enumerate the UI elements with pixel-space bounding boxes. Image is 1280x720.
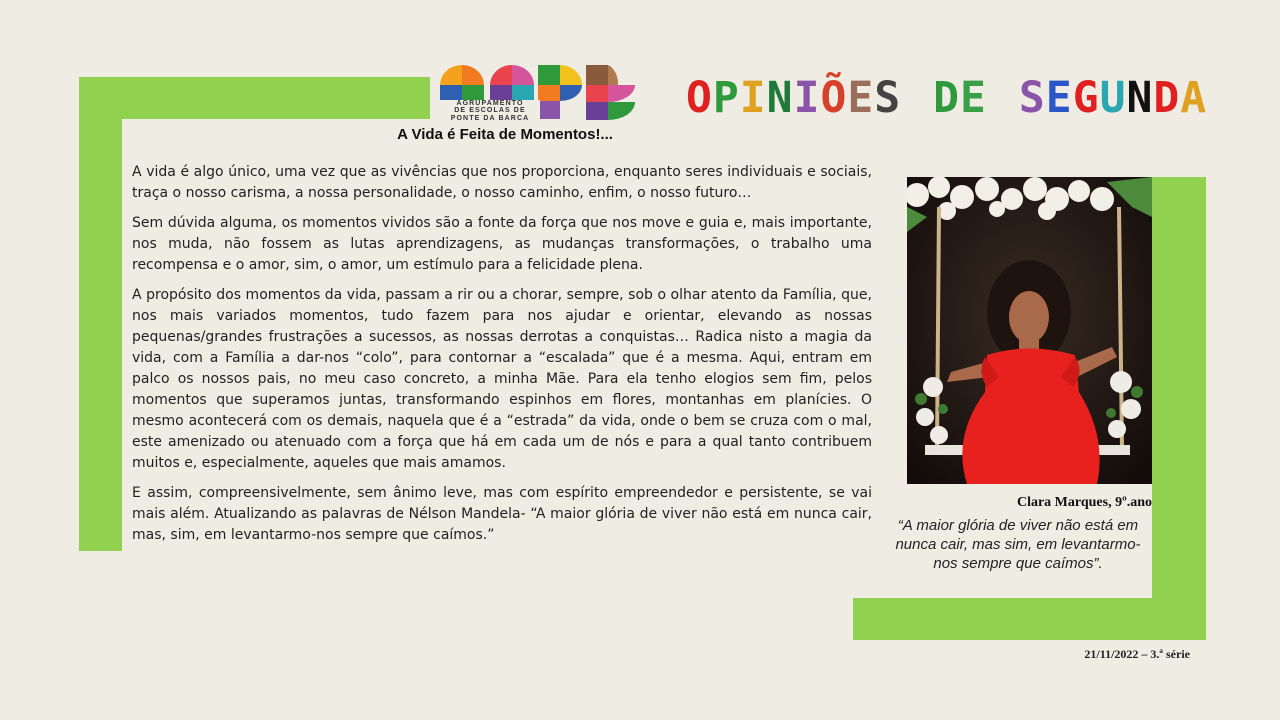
title-letter: I — [793, 73, 819, 123]
article-paragraph: E assim, compreensivelmente, sem ânimo leve, mas com espírito empreendedor e persistente, se vai mais além. Atualizando as palavras de Nélson Mandela- “A maior glória de viver não está em nunca cair, mas, sim, em levantarmo-nos sempre que caímos.” — [132, 485, 872, 543]
author-name: Clara Marques, 9º.ano — [1016, 495, 1152, 510]
title-letter: N — [766, 73, 792, 123]
title-letter: S — [874, 73, 900, 123]
title-letter — [901, 73, 933, 123]
title-letter: N — [1126, 73, 1152, 123]
article-title: A Vida é Feita de Momentos!... — [397, 126, 613, 143]
article-body — [132, 162, 872, 555]
title-letter: E — [960, 73, 985, 123]
left-green-frame-side — [79, 77, 122, 551]
logo-text-line-1: AGRUPAMENTO — [456, 100, 524, 107]
right-green-frame-side — [1152, 177, 1206, 640]
article-paragraph: A propósito dos momentos da vida, passam a rir ou a chorar, sempre, sob o olhar atento da Família, que, nos mais variados momentos, tudo fazem para nos ajudar e orientar, elevando as nossas pequenas/grandes frustrações a sucessos, as nossas derrotas a conquistas… Radica nisto a magia da vida, com a Família a dar-nos “colo”, para contornar a “escalada” que é a mesma. Aqui, entram em palco os nossos pais, no meu caso concreto, a minha Mãe. Para ela tenho elogios sem fim, pelos momentos que superamos juntas, transformando espinhos em flores, montanhas em planícies. O mesmo acontecerá com os demais, naquela que é a “estrada” da vida, onde o bem se cruza com o mal, este amenizado ou atenuado com a força que há em cada um de nós e para a qual tanto contribuem muitos e, especialmente, aqueles que mais amamos. — [132, 287, 872, 471]
right-green-frame-bottom — [853, 598, 1206, 640]
title-letter: G — [1072, 73, 1098, 123]
article-paragraph: Sem dúvida alguma, os momentos vividos são a fonte da força que nos move e guia e, mais importante, nos muda, não fossem as lutas aprendizagens, as mudanças transformações, o trabalho uma recompensa e o amor, sim, o amor, um estímulo para a felicidade plena. — [132, 215, 872, 273]
logo-text-line-2: DE ESCOLAS DE — [454, 107, 526, 115]
title-letter: D — [933, 73, 959, 123]
title-letter: P — [712, 73, 738, 123]
title-letter: E — [1045, 73, 1071, 123]
title-letter: U — [1099, 73, 1125, 123]
page-title — [686, 73, 1207, 123]
left-green-frame-top — [79, 77, 430, 119]
title-letter: E — [847, 73, 873, 123]
title-letter: I — [739, 73, 765, 123]
article-paragraph: A vida é algo único, uma vez que as vivências que nos proporciona, enquanto seres individuais e sociais, traça o nosso carisma, a nossa personalidade, o nosso caminho, enfim, o nosso futuro… — [132, 164, 872, 201]
author-photo — [907, 177, 1152, 484]
title-letter: S — [1018, 73, 1044, 123]
title-letter: O — [686, 73, 711, 123]
author-quote: “A maior glória de viver não está em nunca cair, mas sim, em levantarmo-nos sempre que caímos”. — [895, 517, 1141, 572]
title-letter — [987, 73, 1019, 123]
logo-text-line-3: PONTE DA BARCA — [450, 114, 530, 122]
title-letter: A — [1180, 73, 1206, 123]
logo-text — [440, 100, 540, 122]
issue-date: 21/11/2022 – 3.ª série — [1084, 647, 1190, 661]
title-letter: D — [1153, 73, 1179, 123]
title-letter: Õ — [820, 73, 846, 123]
